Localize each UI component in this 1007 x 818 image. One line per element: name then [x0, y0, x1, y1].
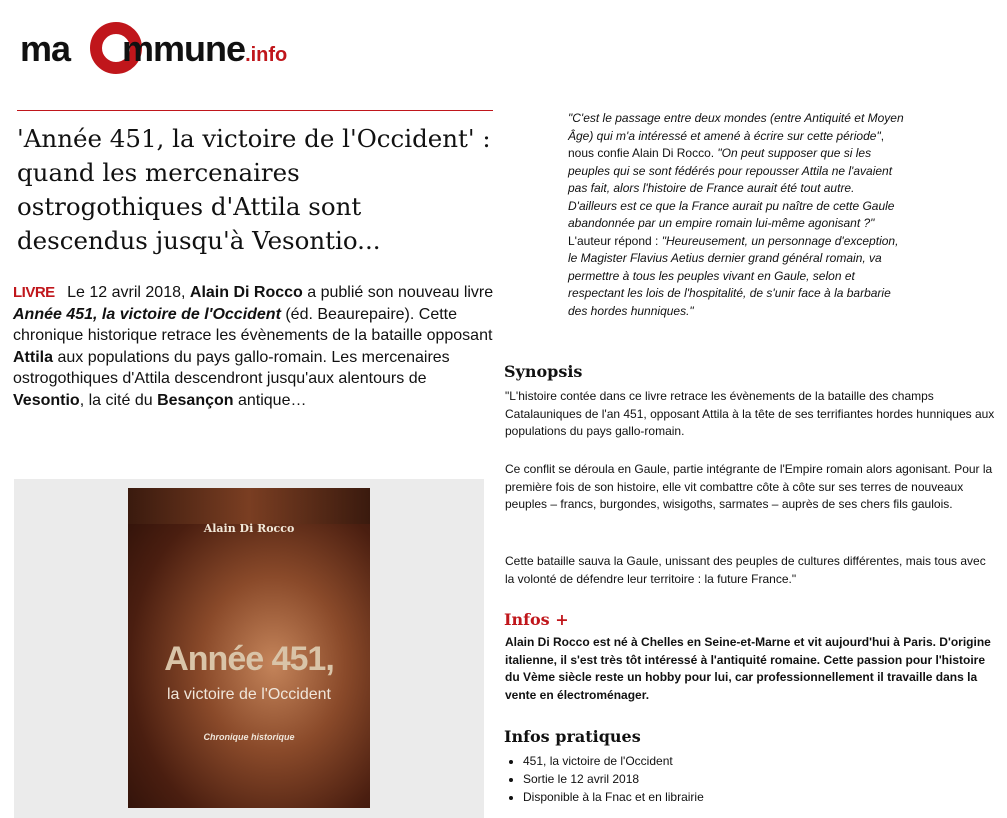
article-title: 'Année 451, la victoire de l'Occident' : quand les mercenaires ostrogothiques d'Attila sont descendus jusqu'à Vesontio...: [17, 124, 491, 255]
logo-suffix: .info: [245, 44, 288, 66]
practical-info-list: [505, 752, 704, 806]
infos-heading: Infos +: [504, 610, 569, 629]
book-cover-image[interactable]: [128, 488, 370, 808]
lead-text: (éd. Beaurepaire). Cette chronique historique retrace les évènements de la bataille opposant: [13, 305, 493, 344]
cover-title: Année 451,: [164, 640, 334, 678]
quote-text: "On peut supposer que si les peuples qui se sont fédérés pour repousser Attila ne l'avaient pas fait, alors l'histoire de France aurait été tout autre. D'ailleurs est ce que la France aurait pu naître de cette Gaule abandonnée par un empire romain lui-même agonisant ?": [568, 146, 895, 230]
synopsis-paragraph: "L'histoire contée dans ce livre retrace les évènements de la bataille des champs Catalauniques de l'an 451, opposant Attila à la tête de ses terrifiantes hordes hunniques aux populations du pays gallo-romain.: [505, 389, 995, 438]
title-divider: [17, 110, 493, 111]
author-quote: [568, 110, 906, 320]
cover-chronicle: Chronique historique: [203, 732, 295, 742]
article-lead: [13, 282, 495, 411]
lead-attila: Attila: [13, 348, 53, 366]
cover-subtitle: la victoire de l'Occident: [166, 686, 331, 703]
quote-narration: L'auteur répond :: [568, 233, 662, 248]
cover-author: Alain Di Rocco: [203, 522, 295, 535]
logo-text-left: ma: [20, 28, 71, 69]
practical-info-heading: Infos pratiques: [504, 727, 641, 746]
quote-text: "Heureusement, un personnage d'exception, le Magister Flavius Aetius dernier grand général romain, va permettre à tous les peuples vivant en Gaule, selon et respectant les lois de l'hospitalité, de s'unir face à la barbarie des hordes hunniques.": [568, 233, 899, 318]
list-item: • Sortie le 12 avril 2018: [523, 770, 704, 788]
lead-author: Alain Di Rocco: [189, 284, 303, 301]
lead-text: Le 12 avril 2018,: [62, 284, 190, 301]
synopsis-paragraph: Ce conflit se déroula en Gaule, partie intégrante de l'Empire romain alors agonisant. Pour la première fois de son histoire, elle vit combattre côte à côte sur ses terres de nouveaux peuples – francs, burgondes, wisigoths, sarmates – auprès de ses chers fils gaulois.: [505, 462, 993, 511]
lead-text: aux populations du pays gallo-romain. Les mercenaires ostrogothiques d'Attila descendront jusqu'aux alentours de: [13, 348, 450, 387]
logo-text-right: mmune: [122, 28, 246, 69]
lead-besancon: Besançon: [157, 391, 234, 409]
quote-narration: , nous confie Alain Di Rocco.: [568, 128, 885, 160]
logo-text: [20, 28, 287, 70]
category-tag[interactable]: LIVRE: [13, 284, 55, 301]
quote-text: "C'est le passage entre deux mondes (entre Antiquité et Moyen Âge) qui m'a intéressé et amené à écrire sur cette période": [568, 111, 904, 143]
infos-text: Alain Di Rocco est né à Chelles en Seine-et-Marne et vit aujourd'hui à Paris. D'origine italienne, il s'est très tôt intéressé à l'antiquité romaine. Cette passion pour l'histoire du Vème siècle reste un hobby pour lui, car professionnellement il travaille dans la vente en électroménager.: [505, 635, 991, 702]
synopsis-paragraph: Cette bataille sauva la Gaule, unissant des peuples de cultures différentes, mais tous avec la volonté de défendre leur territoire : la future France.": [505, 554, 986, 586]
lead-text: a publié son nouveau livre: [302, 284, 494, 301]
list-item: • Disponible à la Fnac et en librairie: [523, 788, 704, 806]
lead-text: , la cité du: [79, 391, 158, 409]
list-item: • 451, la victoire de l'Occident: [523, 752, 704, 770]
cover-top-band: [128, 488, 370, 524]
synopsis-heading: Synopsis: [504, 362, 583, 381]
lead-book-title: Année 451, la victoire de l'Occident: [13, 305, 281, 323]
site-logo[interactable]: [20, 14, 300, 88]
lead-text: antique…: [233, 391, 307, 409]
lead-vesontio: Vesontio: [13, 391, 80, 409]
